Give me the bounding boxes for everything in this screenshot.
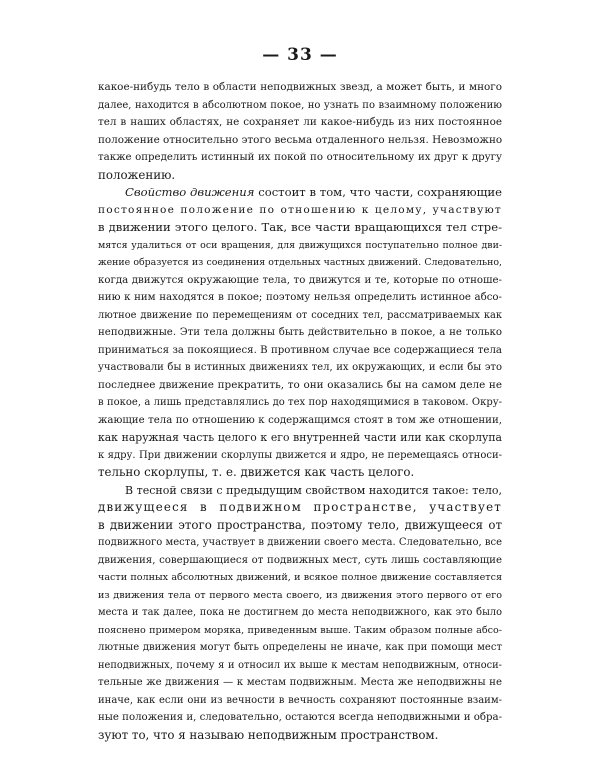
- text-line: последнее движение прекратить, то они оказались бы на самом деле не: [98, 378, 502, 391]
- italic-lead: Свойство движения: [125, 185, 255, 199]
- body-text: [98, 79, 502, 744]
- paragraph-2: [98, 184, 502, 482]
- text-line: из движения тела от первого места своего, из движения этого первого от его: [98, 589, 502, 601]
- text-line: приниматься за покоящиеся. В противном случае все содержащиеся тела: [98, 344, 502, 356]
- text-line: В тесной связи с предыдущим свойством находится такое: тело,: [125, 483, 502, 497]
- text-line: неподвижные. Эти тела должны быть действительно в покое, а не только: [98, 327, 502, 338]
- text-line: как наружная часть целого к его внутренней части или как скорлупа: [98, 431, 502, 444]
- text-line: жающие тела по отношению к содержащимся стоят в том же отношении,: [98, 414, 502, 426]
- text-line: ные положения и, следовательно, остаются всегда неподвижными и обра-: [98, 712, 502, 723]
- text-line: подвижного места, участвует в движении своего места. Следовательно, все: [98, 537, 502, 548]
- text-line-rest: состоит в том, что части, сохраняющие: [258, 185, 502, 199]
- text-line: части полных абсолютных движений, и всякое полное движение составляется: [98, 572, 502, 583]
- text-line: также определить истинный их покой по относительному их друг к другу: [98, 152, 502, 163]
- text-line: [98, 184, 502, 202]
- text-line: лютное движение по перемещениям от соседних тел, рассматриваемых как: [98, 309, 502, 321]
- text-line: тельно скорлупы, т. е. движется как часть целого.: [98, 465, 415, 479]
- text-line: зуют то, что я называю неподвижным пространством.: [98, 727, 439, 742]
- text-line: когда движутся окружающие тела, то движутся и те, которые по отноше-: [98, 274, 502, 286]
- paragraph-3: [98, 482, 502, 745]
- text-line: участвовали бы в истинных движениях тел, их окружающих, и если бы это: [98, 362, 502, 373]
- text-line: в движении этого пространства, поэтому тело, движущееся от: [98, 517, 502, 532]
- text-line: нию к ним находятся в покое; поэтому нельзя определить истинное абсо-: [98, 292, 502, 303]
- text-line: пояснено примером моряка, приведенным выше. Таким образом полные абсо-: [98, 624, 502, 636]
- text-line: движения, совершающиеся от подвижных мест, суть лишь составляющие: [98, 554, 502, 566]
- text-line: жение образуется из соединения отдельных частных движений. Следовательно,: [98, 257, 502, 268]
- text-line: постоянное положение по отношению к целому, участвуют: [98, 203, 502, 216]
- text-line: в покое, а лишь представлялись до тех пор находящимися в таковом. Окру-: [98, 397, 502, 408]
- text-line: тельные же движения — к местам подвижным. Места же неподвижны не: [98, 677, 502, 688]
- text-line: тел в наших областях, не сохраняет ли какое-нибудь из них постоянное: [98, 116, 502, 128]
- paragraph-1: [98, 79, 502, 184]
- text-line: какое-нибудь тело в области неподвижных звезд, а может быть, и много: [98, 81, 502, 93]
- text-line: лютные движения могут быть определены не иначе, как при помощи мест: [98, 642, 502, 653]
- text-line: иначе, как если они из вечности в вечность сохраняют постоянные взаим-: [98, 694, 502, 706]
- text-line: движущееся в подвижном пространстве, участвует: [98, 500, 502, 514]
- page-number: — 33 —: [262, 45, 338, 65]
- text-line: положению.: [98, 167, 176, 182]
- text-line: положение относительно этого весьма отдаленного нельзя. Невозможно: [98, 133, 502, 146]
- text-line: далее, находится в абсолютном покое, но узнать по взаимному положению: [98, 99, 502, 111]
- text-line: мятся удалиться от оси вращения, для движущихся поступательно полное дви-: [98, 239, 502, 251]
- text-line: в движении этого целого. Так, все части вращающихся тел стре-: [98, 220, 502, 234]
- text-line: неподвижных, почему я и относил их выше к местам неподвижным, относи-: [98, 659, 502, 671]
- text-line: к ядру. При движении скорлупы движется и ядро, не перемещаясь относи-: [98, 449, 502, 461]
- text-line: места и так далее, пока не достигнем до места неподвижного, как это было: [98, 607, 502, 618]
